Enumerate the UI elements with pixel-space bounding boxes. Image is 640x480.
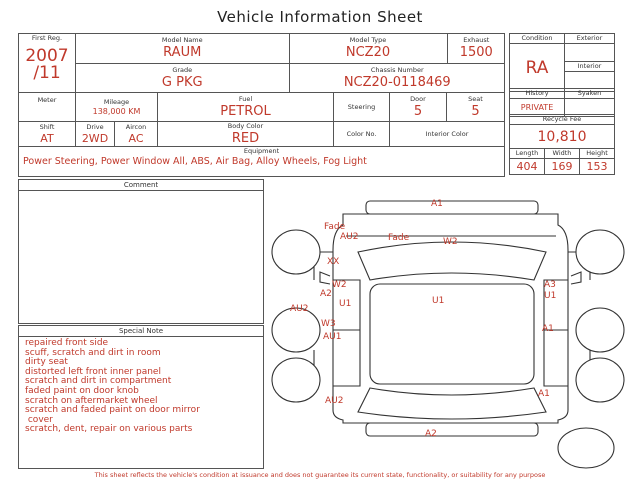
color-no-label: Color No.: [346, 129, 377, 138]
special-note-line: dirty seat: [25, 357, 68, 368]
special-note-line: scratch, dent, repair on various parts: [25, 424, 193, 435]
special-note-line: scuff, scratch and dirt in room: [25, 347, 161, 358]
windshield-outline: [358, 242, 546, 280]
front-bumper-outline: [366, 201, 538, 214]
damage-mark: A1: [542, 324, 554, 334]
exterior-value: [565, 44, 615, 62]
shift-label: Shift: [39, 123, 55, 131]
roof-outline: [370, 284, 534, 384]
damage-mark: AU2: [290, 304, 309, 314]
drive-label: Drive: [86, 123, 104, 131]
body-color-label: Body Color: [227, 122, 264, 130]
special-note-line: scratch and dirt in compartment: [25, 376, 172, 387]
grade-value: G PKG: [161, 74, 203, 90]
rear-right-wheel-top-icon: [576, 308, 624, 352]
door-label: Door: [410, 95, 426, 103]
seat-value: 5: [471, 104, 480, 119]
damage-mark: W2: [443, 237, 458, 247]
special-note-list: [19, 337, 263, 437]
damage-mark: A2: [425, 429, 437, 439]
mileage-value: 138,000 KM: [92, 107, 141, 116]
rear-right-wheel-icon: [576, 358, 624, 402]
syaken-label: Syaken: [565, 89, 615, 99]
recycle-fee-label: Recycle Fee: [510, 115, 615, 125]
exhaust-label: Exhaust: [463, 36, 490, 45]
vehicle-info-table: [18, 33, 505, 177]
condition-table: [509, 33, 615, 92]
damage-mark: AU2: [325, 396, 344, 406]
door-value: 5: [413, 104, 423, 119]
mileage-label: Mileage: [103, 98, 130, 106]
front-right-wheel-icon: [576, 230, 624, 274]
interior-color-label: Interior Color: [425, 129, 469, 138]
condition-label: Condition: [510, 34, 565, 44]
interior-label: Interior: [565, 62, 615, 72]
equipment-label: Equipment: [243, 147, 280, 155]
seat-label: Seat: [468, 95, 483, 103]
damage-mark: U1: [544, 291, 557, 301]
special-note-box: [18, 325, 264, 469]
first-reg-cell: [19, 34, 76, 93]
damage-mark: U1: [432, 296, 445, 306]
recycle-dimension-table: [509, 114, 615, 175]
rear-window-outline: [358, 388, 546, 419]
rear-bumper-outline: [366, 423, 538, 436]
exhaust-value: 1500: [459, 45, 493, 61]
model-type-label: Model Type: [349, 36, 387, 45]
chassis-label: Chassis Number: [370, 65, 424, 74]
fuel-label: Fuel: [238, 95, 253, 103]
length-label: Length: [510, 149, 545, 159]
width-label: Width: [545, 149, 580, 159]
damage-mark: XX: [327, 257, 340, 267]
meter-label: Meter: [37, 95, 57, 104]
first-reg-label: First Reg.: [31, 34, 63, 42]
disclaimer-footer: This sheet reflects the vehicle's condition at issuance and does not guarantee its current state, functionality, or suitability for any purpose: [94, 471, 546, 479]
body-color-value: RED: [231, 131, 260, 146]
height-label: Height: [580, 149, 615, 159]
comment-box: [18, 179, 264, 324]
chassis-value: NCZ20-0118469: [343, 74, 451, 90]
aircon-value: AC: [128, 132, 144, 145]
special-note-line: scratch and faded paint on door mirror: [25, 405, 200, 416]
grade-label: Grade: [172, 65, 193, 74]
damage-mark: A1: [538, 389, 550, 399]
special-note-label: Special Note: [19, 326, 263, 337]
exterior-label: Exterior: [565, 34, 615, 44]
damage-mark: U1: [339, 299, 352, 309]
history-table: [509, 88, 615, 117]
spare-wheel-icon: [558, 428, 614, 468]
special-note-line: cover: [25, 414, 53, 425]
damage-mark: A1: [431, 199, 443, 209]
damage-mark: A2: [320, 289, 332, 299]
model-name-label: Model Name: [161, 36, 203, 45]
special-note-line: repaired front side: [25, 338, 109, 348]
rear-left-wheel-icon: [272, 358, 320, 402]
aircon-label: Aircon: [125, 123, 147, 131]
shift-value: AT: [40, 132, 54, 145]
drive-value: 2WD: [81, 132, 109, 145]
model-name-value: RAUM: [163, 45, 202, 61]
damage-mark: AU1: [323, 332, 342, 342]
width-value: 169: [545, 159, 580, 175]
front-left-wheel-icon: [272, 230, 320, 274]
fuel-value: PETROL: [220, 104, 271, 119]
special-note-line: distorted left front inner panel: [25, 366, 161, 377]
sheet-title: Vehicle Information Sheet: [217, 8, 423, 26]
condition-value: RA: [510, 44, 565, 92]
history-label: History: [510, 89, 565, 99]
history-value: PRIVATE: [510, 99, 565, 117]
damage-mark: A3: [544, 280, 556, 290]
equipment-value: Power Steering, Power Window All, ABS, Air Bag, Alloy Wheels, Fog Light: [23, 156, 367, 167]
special-note-line: scratch on aftermarket wheel: [25, 395, 158, 406]
first-reg-year: 2007: [25, 46, 69, 66]
special-note-line: faded paint on door knob: [25, 385, 139, 396]
rear-left-wheel-top-icon: [272, 308, 320, 352]
recycle-fee-value: 10,810: [510, 125, 615, 149]
length-value: 404: [510, 159, 545, 175]
damage-mark: W3: [321, 319, 336, 329]
damage-mark: W2: [332, 280, 347, 290]
damage-mark: Fade: [324, 222, 346, 232]
damage-mark: Fade: [388, 233, 410, 243]
height-value: 153: [580, 159, 615, 175]
first-reg-month: /11: [33, 63, 61, 83]
damage-mark: AU2: [340, 232, 359, 242]
model-type-value: NCZ20: [345, 45, 391, 61]
comment-label: Comment: [19, 180, 263, 191]
steering-label: Steering: [347, 102, 376, 111]
